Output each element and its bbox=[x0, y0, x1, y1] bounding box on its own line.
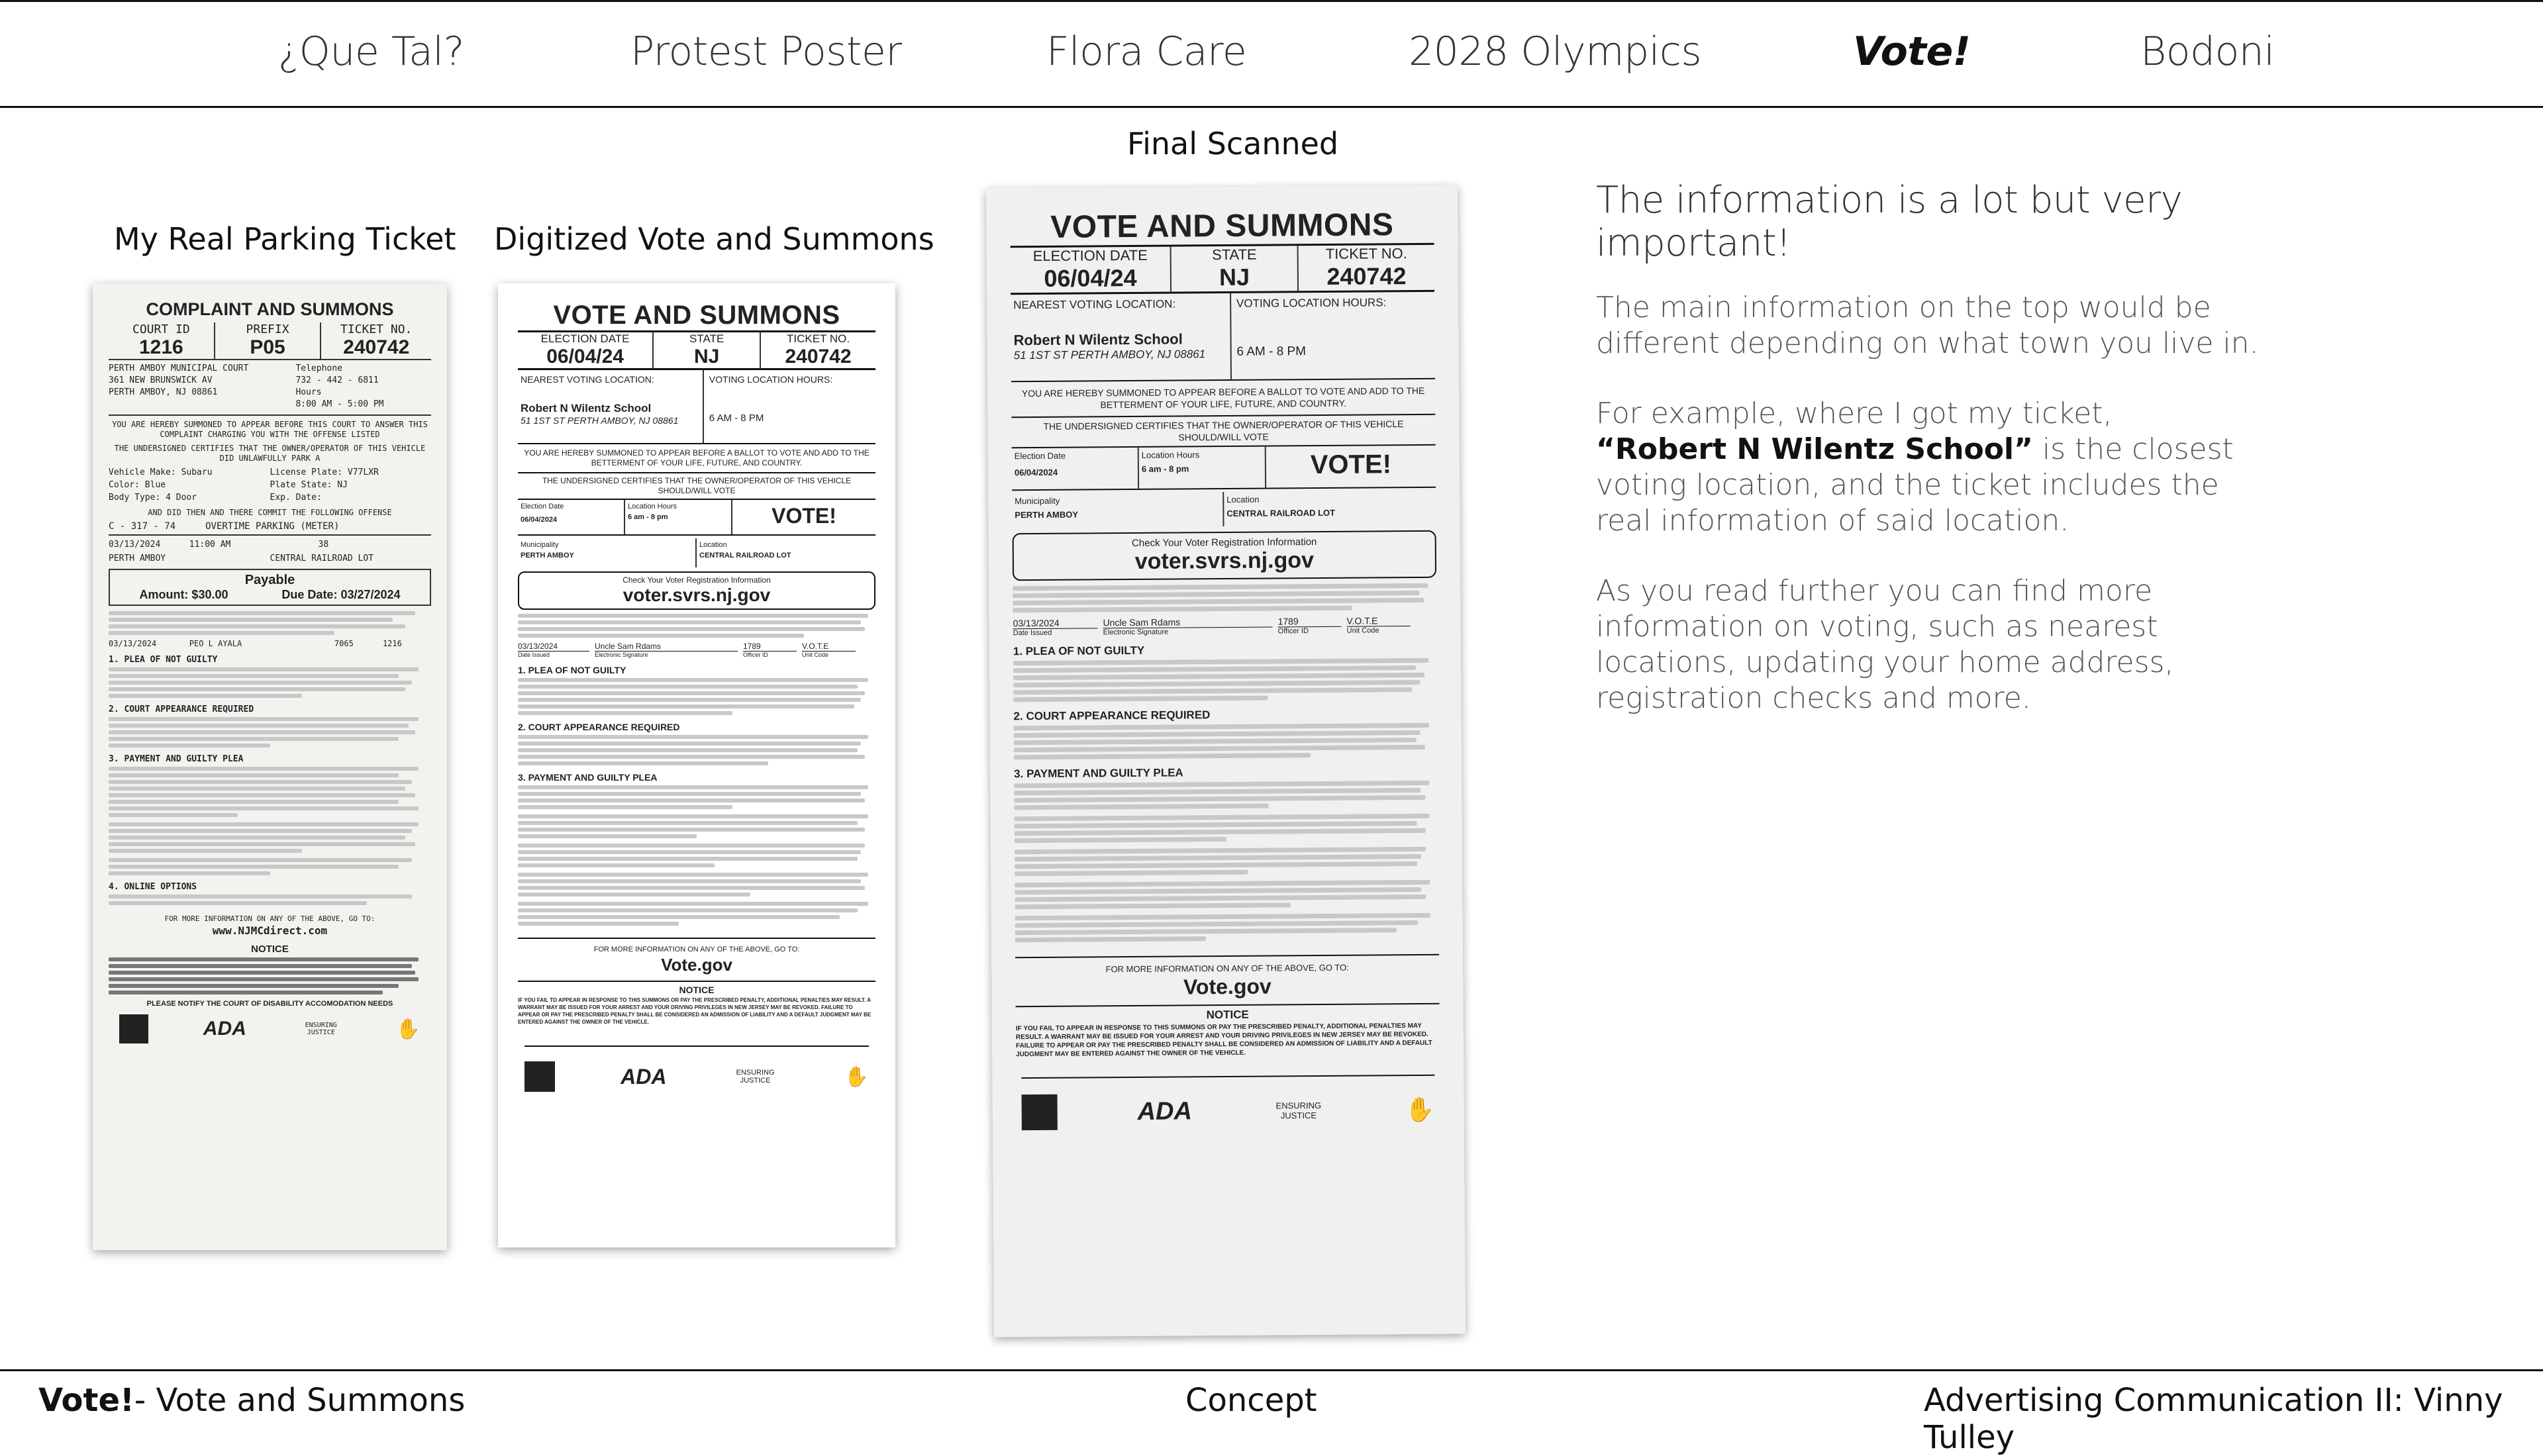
vote-gov-site[interactable]: Vote.gov bbox=[661, 955, 732, 975]
voting-hours-value: 6 AM - 8 PM bbox=[709, 413, 764, 424]
location-name: Robert N Wilentz School bbox=[521, 402, 652, 414]
registration-site[interactable]: voter.svrs.nj.gov bbox=[623, 585, 771, 605]
footer-bar bbox=[0, 1369, 2543, 1456]
phone-label: Telephone bbox=[295, 364, 342, 373]
real-more-info: FOR MORE INFORMATION ON ANY OF THE ABOVE, GO TO: bbox=[164, 914, 375, 923]
final-location-hours: 6 am - 8 pm bbox=[1141, 463, 1189, 474]
final-state: NJ bbox=[1219, 263, 1250, 291]
caption-final-scanned: Final Scanned bbox=[1127, 126, 1339, 162]
election-date-small-label: Election Date bbox=[521, 503, 564, 510]
vehicle-make: Subaru bbox=[181, 467, 213, 477]
vote-officer-id-label: Officer ID bbox=[743, 652, 768, 658]
nav-item-2028-olympics[interactable]: 2028 Olympics bbox=[1409, 28, 1702, 75]
vote-unit-code-label: Unit Code bbox=[802, 652, 829, 658]
real-sec-2: 2. COURT APPEARANCE REQUIRED bbox=[109, 704, 254, 714]
location-hours-value: 6 am - 8 pm bbox=[628, 513, 668, 521]
real-notice: NOTICE bbox=[251, 944, 289, 955]
election-date-label: ELECTION DATE bbox=[540, 332, 630, 345]
vote-notice: NOTICE bbox=[518, 981, 875, 995]
final-ticket-title: VOTE AND SUMMONS bbox=[1050, 207, 1394, 245]
vote-date-issued: 03/13/2024 bbox=[518, 642, 589, 652]
final-notice-text: IF YOU FAIL TO APPEAR IN RESPONSE TO THIS SUMMONS OR PAY THE PRESCRIBED PENALTY, ADDITIONAL PENALTIES MAY RESULT. A WARRANT MAY BE ISSUED FOR YOUR ARREST AND YOUR DRIVING PRIVILEGES IN NEW JERSEY MAY BE REVOKED. FAILURE TO APPEAR OR PAY THE PRESCRIBED PENALTY SHALL BE CONSIDERED AN ADMISSION OF LIABILITY AND A DEFAULT JUDGMENT MAY BE ENTERED AGAINST THE OWNER OF THE VEHICLE. bbox=[1015, 1022, 1432, 1059]
vote-sec-3: 3. PAYMENT AND GUILTY PLEA bbox=[518, 772, 658, 783]
final-unit-code-label: Unit Code bbox=[1346, 626, 1379, 635]
footer-vote-rest: - Vote and Summons bbox=[134, 1382, 466, 1419]
final-municipality: PERTH AMBOY bbox=[1015, 509, 1079, 520]
date-issued: 03/13/2024 bbox=[109, 639, 157, 648]
court-address-1: 361 NEW BRUNSWICK AV bbox=[109, 375, 213, 385]
final-unit-code: V.O.T.E bbox=[1346, 615, 1410, 627]
final-location-address: 51 1ST ST PERTH AMBOY, NJ 08861 bbox=[1013, 348, 1206, 362]
final-sec-3: 3. PAYMENT AND GUILTY PLEA bbox=[1014, 766, 1183, 781]
ticket-no-label: TICKET NO. bbox=[340, 322, 413, 336]
state-label: STATE bbox=[689, 332, 724, 345]
final-more-info: FOR MORE INFORMATION ON ANY OF THE ABOVE, GO TO: bbox=[1015, 954, 1439, 975]
summoned-text: YOU ARE HEREBY SUMMONED TO APPEAR BEFORE THIS COURT TO ANSWER THIS COMPLAINT CHARGING YOU WITH THE OFFENSE LISTED bbox=[112, 420, 428, 439]
final-voting-hours: 6 AM - 8 PM bbox=[1236, 344, 1307, 359]
final-scanned-ticket bbox=[986, 185, 1466, 1337]
payable-label: Payable bbox=[244, 573, 295, 587]
real-sec-1: 1. PLEA OF NOT GUILTY bbox=[109, 655, 218, 665]
final-location-small-label: Location bbox=[1226, 494, 1260, 505]
location-label: NEAREST VOTING LOCATION: bbox=[521, 374, 654, 385]
nav-item-que-tal[interactable]: ¿Que Tal? bbox=[278, 28, 464, 75]
court-address-2: PERTH AMBOY, NJ 08861 bbox=[109, 387, 218, 397]
vote-signature-label: Electronic Signature bbox=[595, 652, 648, 658]
final-date-issued: 03/13/2024 bbox=[1013, 617, 1097, 629]
real-sec-4: 4. ONLINE OPTIONS bbox=[109, 882, 197, 892]
sign-language-icon: ✋ bbox=[844, 1065, 869, 1088]
vote-ticket-no-label: TICKET NO. bbox=[787, 332, 850, 345]
meter-no: 38 bbox=[318, 540, 329, 550]
vote-certifies-text: THE UNDERSIGNED CERTIFIES THAT THE OWNER/OPERATOR OF THIS VEHICLE SHOULD/WILL VOTE bbox=[518, 472, 875, 496]
sign-language-icon: ✋ bbox=[395, 1017, 421, 1041]
info-paragraph-1: The main information on the top would be different depending on what town you live in. bbox=[1596, 291, 2259, 360]
final-signature-label: Electronic Signature bbox=[1103, 628, 1169, 637]
footer-right: Advertising Communication II: Vinny Tulley bbox=[1924, 1382, 2503, 1456]
body-type: 4 Door bbox=[166, 493, 197, 503]
final-summoned-text: YOU ARE HEREBY SUMMONED TO APPEAR BEFORE A BALLOT TO VOTE AND ADD TO THE BETTERMENT OF YOUR LIFE, FUTURE, AND COUNTRY. bbox=[1021, 385, 1425, 411]
location-address: 51 1ST ST PERTH AMBOY, NJ 08861 bbox=[521, 415, 679, 426]
final-signature: Uncle Sam Rdams bbox=[1103, 616, 1272, 629]
prefix-value: P05 bbox=[250, 336, 285, 358]
voting-hours-label: VOTING LOCATION HOURS: bbox=[709, 374, 833, 385]
vote-ada-logo: ADA bbox=[621, 1064, 667, 1089]
real-disability: PLEASE NOTIFY THE COURT OF DISABILITY ACCOMODATION NEEDS bbox=[146, 1000, 393, 1008]
info-paragraph-3: As you read further you can find more information on voting, such as nearest locations, updating your home address, registration checks and more. bbox=[1596, 574, 2174, 715]
final-state-label: STATE bbox=[1211, 246, 1257, 264]
real-justice-logo: ENSURING JUSTICE bbox=[305, 1022, 337, 1036]
final-election-date-label: ELECTION DATE bbox=[1032, 246, 1148, 265]
check-registration-label: Check Your Voter Registration Information bbox=[623, 575, 771, 585]
real-parking-ticket: COMPLAINT AND SUMMONS COURT ID 1216 PREFIX P05 TICKET NO. 240742 PERTH AMBOY MUNICIPAL COURT 361 NEW BRUNSWICK AV PERTH AMBOY, NJ 08861 Telephone 732 - 442 - 6811 Hours 8:00 AM - 5:00 PM YOU ARE HEREBY SUMMONED TO APPEAR BEFORE THIS COURT TO ANSWER THIS COMPLAINT CHARGING YOU WITH THE OFFENSE LISTED THE UNDERSIGNED CERTIFIES THAT THE OWNER/OPERATOR OF THIS VEHICLE DID UNLAWFULLY PARK A Vehicle Make: Subaru License Plate: V77LXR Color: Blue Plate State: NJ Body Type: 4 Door Exp. Date: AND DID THEN AND THERE COMMIT THE FOLLOWING OFFENSE C - 317 - 74 OVERTIME PARKING (METER) 03/13/2024 11:00 AM 38 PERTH AMBOY CENTRAL RAILROAD LOT Payable Amount: $30.00 Due Date: 03/27/2024 03/13/2024 PEO L AYALA 7065 1216 1. PLEA OF NOT GUILTY 2. COURT APPEARANCE REQUIRED 3. PAYMENT AND GUILTY PLEA 4. ONLINE OPTIONS FOR MORE INFORMATION ON ANY OF THE ABOVE, GO TO: www.NJMCdirect.com NOTICE PLEASE NOTIFY THE COURT OF DISABILITY ACCOMODATION NEEDS ADA ENSURING JUSTICE ✋ bbox=[93, 283, 447, 1250]
vote-sec-1: 1. PLEA OF NOT GUILTY bbox=[518, 665, 626, 675]
footer-vote-bold: Vote! bbox=[38, 1382, 134, 1419]
info-p2-pre: For example, where I got my ticket, bbox=[1596, 397, 2113, 430]
final-date-issued-label: Date Issued bbox=[1013, 628, 1052, 638]
final-check-registration-label: Check Your Voter Registration Information bbox=[1131, 536, 1317, 549]
info-p2-bold: “Robert N Wilentz School” bbox=[1596, 432, 2033, 466]
final-justice-logo: ENSURING JUSTICE bbox=[1275, 1100, 1322, 1121]
final-certifies-text: THE UNDERSIGNED CERTIFIES THAT THE OWNER/OPERATOR OF THIS VEHICLE SHOULD/WILL VOTE bbox=[1011, 414, 1435, 444]
top-nav bbox=[0, 0, 2543, 108]
municipality: PERTH AMBOY bbox=[109, 554, 166, 563]
digitized-vote-ticket bbox=[498, 283, 895, 1247]
offense-time: 11:00 AM bbox=[189, 540, 231, 550]
final-vote-stamp: VOTE! bbox=[1310, 450, 1392, 480]
real-ticket-title: COMPLAINT AND SUMMONS bbox=[146, 299, 394, 319]
real-site: www.NJMCdirect.com bbox=[212, 924, 328, 937]
offense-date: 03/13/2024 bbox=[109, 540, 161, 550]
info-headline: The information is a lot but very important! bbox=[1596, 179, 2183, 265]
vote-justice-logo: ENSURING JUSTICE bbox=[736, 1069, 775, 1085]
final-officer-id-label: Officer ID bbox=[1277, 627, 1309, 636]
location: CENTRAL RAILROAD LOT bbox=[270, 554, 374, 563]
vote-more-info: FOR MORE INFORMATION ON ANY OF THE ABOVE, GO TO: bbox=[518, 938, 875, 953]
final-location-label: NEAREST VOTING LOCATION: bbox=[1013, 297, 1176, 312]
final-ticket-no-label: TICKET NO. bbox=[1325, 245, 1407, 262]
vote-notice-text: IF YOU FAIL TO APPEAR IN RESPONSE TO THIS SUMMONS OR PAY THE PRESCRIBED PENALTY, ADDITIONAL PENALTIES MAY RESULT. A WARRANT MAY BE ISSUED FOR YOUR ARREST AND YOUR DRIVING PRIVILEGES IN NEW JERSEY MAY BE REVOKED. FAILURE TO APPEAR OR PAY THE PRESCRIBED PENALTY SHALL BE CONSIDERED AN ADMISSION OF LIABILITY AND A DEFAULT JUDGMENT MAY BE ENTERED AGAINST THE OWNER OF THE VEHICLE. bbox=[518, 997, 872, 1025]
amount: Amount: $30.00 bbox=[139, 588, 228, 601]
footer-left bbox=[38, 1382, 465, 1419]
final-vote-gov-site[interactable]: Vote.gov bbox=[1183, 974, 1272, 999]
info-paragraph-2 bbox=[1596, 396, 2271, 539]
real-ada-logo: ADA bbox=[203, 1018, 246, 1040]
wheelchair-logo-icon bbox=[1022, 1094, 1058, 1130]
nav-item-bodoni[interactable]: Bodoni bbox=[2140, 28, 2275, 75]
final-ada-logo: ADA bbox=[1137, 1096, 1193, 1126]
nav-item-vote[interactable]: Vote! bbox=[1853, 28, 1971, 75]
plate-state: NJ bbox=[337, 480, 348, 490]
vehicle-color: Blue bbox=[144, 480, 166, 490]
nav-item-flora-care[interactable]: Flora Care bbox=[1046, 28, 1247, 75]
due-date: Due Date: 03/27/2024 bbox=[281, 588, 401, 601]
caption-digitized: Digitized Vote and Summons bbox=[494, 221, 934, 257]
wheelchair-logo-icon bbox=[119, 1014, 148, 1043]
caption-real-ticket: My Real Parking Ticket bbox=[114, 221, 456, 257]
prefix-label: PREFIX bbox=[246, 322, 289, 336]
vote-municipality: PERTH AMBOY bbox=[521, 552, 574, 559]
vote-municipality-label: Municipality bbox=[521, 541, 559, 549]
final-voting-hours-label: VOTING LOCATION HOURS: bbox=[1236, 296, 1387, 310]
vote-ticket-no-value: 240742 bbox=[785, 346, 852, 367]
unit-code: 1216 bbox=[382, 639, 402, 648]
final-ticket-no: 240742 bbox=[1326, 262, 1407, 290]
footer-center: Concept bbox=[1185, 1382, 1317, 1419]
vote-ticket-title: VOTE AND SUMMONS bbox=[553, 301, 840, 330]
phone-value: 732 - 442 - 6811 bbox=[295, 375, 379, 385]
vote-sec-2: 2. COURT APPEARANCE REQUIRED bbox=[518, 722, 680, 732]
vote-location-label: Location bbox=[699, 541, 727, 549]
final-location-name: Robert N Wilentz School bbox=[1013, 330, 1183, 349]
vote-summoned-text: YOU ARE HEREBY SUMMONED TO APPEAR BEFORE A BALLOT TO VOTE AND ADD TO THE BETTERMENT OF YOUR LIFE, FUTURE, AND COUNTRY. bbox=[524, 448, 870, 467]
court-name: PERTH AMBOY MUNICIPAL COURT bbox=[109, 364, 249, 373]
issuer: PEO L AYALA bbox=[189, 639, 242, 648]
final-sec-1: 1. PLEA OF NOT GUILTY bbox=[1013, 644, 1145, 658]
location-hours-label: Location Hours bbox=[628, 503, 677, 510]
vote-stamp: VOTE! bbox=[772, 504, 836, 528]
info-p2-post: is the closest voting location, and the ticket includes the real information of said location. bbox=[1596, 432, 2234, 538]
court-id-value: 1216 bbox=[138, 336, 183, 358]
election-date-small: 06/04/2024 bbox=[521, 516, 558, 524]
final-sec-2: 2. COURT APPEARANCE REQUIRED bbox=[1013, 708, 1211, 723]
vote-signature: Uncle Sam Rdams bbox=[595, 642, 738, 652]
sign-language-icon: ✋ bbox=[1405, 1095, 1435, 1124]
vote-location: CENTRAL RAILROAD LOT bbox=[699, 552, 791, 559]
final-location-small: CENTRAL RAILROAD LOT bbox=[1226, 507, 1336, 518]
election-date-value: 06/04/24 bbox=[546, 346, 624, 367]
real-sec-3: 3. PAYMENT AND GUILTY PLEA bbox=[109, 754, 244, 764]
nav-item-protest-poster[interactable]: Protest Poster bbox=[630, 28, 902, 75]
ticket-no-value: 240742 bbox=[343, 336, 410, 358]
final-election-date-small: 06/04/2024 bbox=[1014, 467, 1058, 478]
final-registration-site[interactable]: voter.svrs.nj.gov bbox=[1134, 548, 1315, 574]
final-notice: NOTICE bbox=[1016, 1003, 1440, 1023]
license-plate: V77LXR bbox=[347, 467, 379, 477]
final-officer-id: 1789 bbox=[1277, 616, 1341, 628]
info-panel bbox=[1596, 179, 2271, 751]
officer-id: 7065 bbox=[334, 639, 354, 648]
vote-officer-id: 1789 bbox=[743, 642, 797, 652]
vote-unit-code: V.O.T.E bbox=[802, 642, 856, 652]
hours-label: Hours bbox=[295, 387, 322, 397]
offense-code: C - 317 - 74 bbox=[109, 521, 176, 532]
wheelchair-logo-icon bbox=[524, 1061, 555, 1092]
offense-line: AND DID THEN AND THERE COMMIT THE FOLLOWING OFFENSE bbox=[148, 508, 392, 517]
certifies-text: THE UNDERSIGNED CERTIFIES THAT THE OWNER/OPERATOR OF THIS VEHICLE DID UNLAWFULLY PARK A bbox=[114, 444, 426, 463]
court-id-label: COURT ID bbox=[132, 322, 190, 336]
final-election-date: 06/04/24 bbox=[1044, 264, 1137, 292]
final-election-date-small-label: Election Date bbox=[1014, 450, 1066, 461]
state-value: NJ bbox=[694, 346, 720, 367]
final-location-hours-label: Location Hours bbox=[1141, 450, 1200, 460]
final-municipality-label: Municipality bbox=[1015, 495, 1060, 507]
hours-value: 8:00 AM - 5:00 PM bbox=[295, 399, 384, 409]
offense-name: OVERTIME PARKING (METER) bbox=[205, 521, 340, 532]
vote-date-issued-label: Date Issued bbox=[518, 652, 550, 658]
